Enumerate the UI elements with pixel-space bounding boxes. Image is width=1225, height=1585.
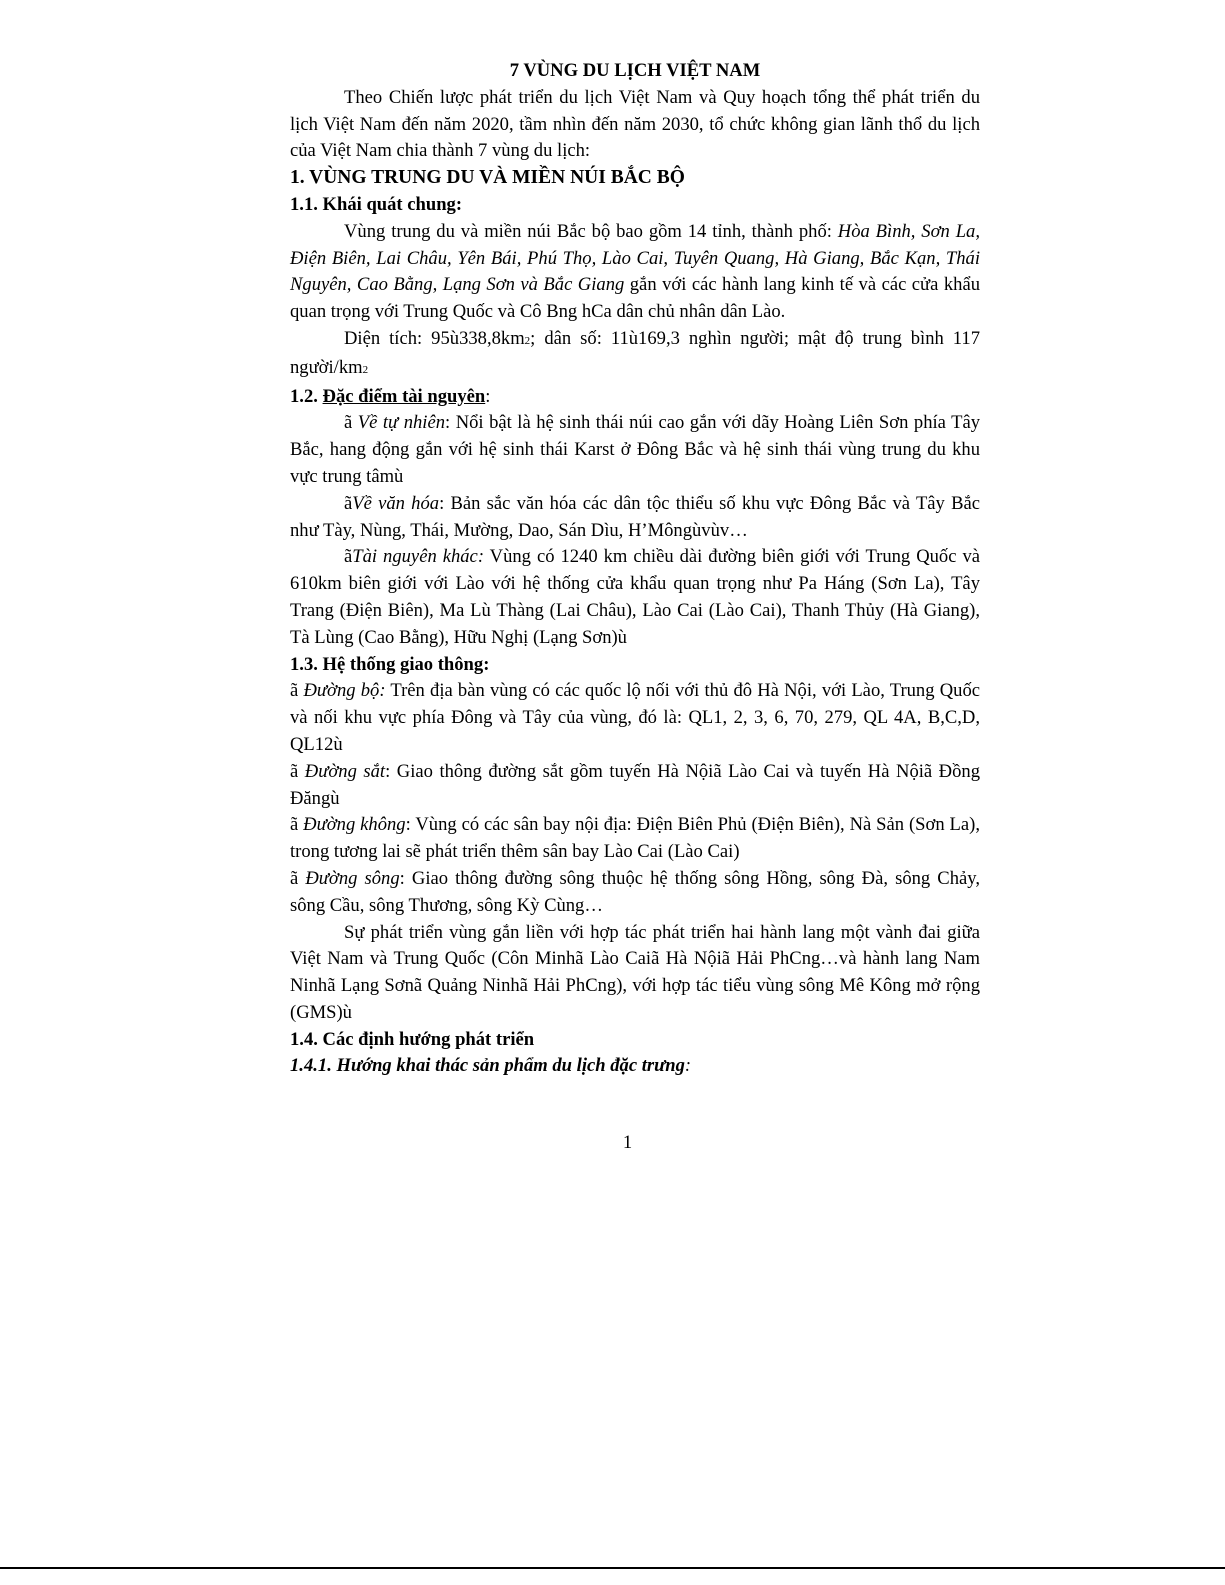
other-resources-paragraph: ãTài nguyên khác: Vùng có 1240 km chiều dài đường biên giới với Trung Quốc và 610km biên giới với Lào với hệ thống cửa khẩu quan trọng như Pa Háng (Sơn La), Tây Trang (Điện Biên), Ma Lù Thàng (Lai Châu), Lào Cai (Lào Cai), Thanh Thủy (Hà Giang), Tà Lùng (Cao Bằng), Hữu Nghị (Lạng Sơn)ù — [290, 546, 981, 648]
nature-paragraph: ã Về tự nhiên: Nổi bật là hệ sinh thái núi cao gắn với dãy Hoàng Liên Sơn phía Tây Bắc, hang động gắn với hệ sinh thái Karst ở Đông Bắc và hệ sinh thái vùng trung du khu vực trung tâmù — [290, 412, 980, 487]
development-paragraph: Sự phát triển vùng gắn liền với hợp tác phát triển hai hành lang một vành đai giữa Việt Nam và Trung Quốc (Côn Minhã Lào Caiã Hà Nộiã Hải PhCng…và hành lang Nam Ninhã Lạng Sơnã Quảng Ninhã Hải PhCng), với hợp tác tiểu vùng sông Mê Kông mở rộng (GMS)ù — [290, 921, 980, 1023]
air-paragraph: ã Đường không: Vùng có các sân bay nội địa: Điện Biên Phủ (Điện Biên), Nà Sản (Sơn La), trong tương lai sẽ phát triển thêm sân bay Lào Cai (Lào Cai) — [290, 814, 980, 863]
document-title: 7 VÙNG DU LỊCH VIỆT NAM — [509, 60, 761, 81]
river-paragraph: ã Đường sông: Giao thông đường sông thuộc hệ thống sông Hồng, sông Đà, sông Chảy, sông Cầu, sông Thương, sông Kỳ Cùng… — [290, 867, 980, 916]
bottom-divider — [0, 1567, 1225, 1569]
section-1-1-paragraph-2: Diện tích: 95ù338,8km2; dân số: 11ù169,3 nghìn người; mật độ trung bình 117 người/km2 — [290, 327, 980, 378]
rail-paragraph: ã Đường sắt: Giao thông đường sắt gồm tuyến Hà Nộiã Lào Cai và tuyến Hà Nộiã Đồng Đăngù — [290, 760, 980, 809]
section-1-heading: 1. VÙNG TRUNG DU VÀ MIỀN NÚI BẮC BỘ — [290, 167, 685, 189]
section-1-4-heading: 1.4. Các định hướng phát triển — [290, 1028, 535, 1050]
road-paragraph: ã Đường bộ: Trên địa bàn vùng có các quốc lộ nối với thủ đô Hà Nội, với Lào, Trung Quốc và nối khu vực phía Đông và Tây của vùng, đó là: QL1, 2, 3, 6, 70, 279, QL 4A, B,C,D, QL12ù — [290, 680, 980, 755]
province-list: Hòa Bình, Sơn La, Điện Biên, Lai Châu, Yên Bái, Phú Thọ, Lào Cai, Tuyên Quang, Hà Giang, Bắc Kạn, Thái Nguyên, Cao Bằng, Lạng Sơn và Bắc Giang — [290, 220, 980, 296]
section-1-3-heading: 1.3. Hệ thống giao thông: — [290, 653, 490, 675]
document-page — [290, 58, 980, 1080]
intro-paragraph: Theo Chiến lược phát triển du lịch Việt Nam và Quy hoạch tổng thể phát triển du lịch Việt Nam đến năm 2020, tầm nhìn đến năm 2030, tổ chức không gian lãnh thổ du lịch của Việt Nam chia thành 7 vùng du lịch: — [290, 86, 980, 162]
section-1-2-heading: 1.2. Đặc điểm tài nguyên: — [290, 385, 491, 407]
page-number: 1 — [622, 1132, 633, 1153]
section-1-1-paragraph-1: Vùng trung du và miền núi Bắc bộ bao gồm 14 tỉnh, thành phố: Hòa Bình, Sơn La, Điện Biên, Lai Châu, Yên Bái, Phú Thọ, Lào Cai, Tuyên Quang, Hà Giang, Bắc Kạn, Thái Nguyên, Cao Bằng, Lạng Sơn và Bắc Giang gắn với các hành lang kinh tế và các cửa khẩu quan trọng với Trung Quốc và Cô Bng hCa dân chủ nhân dân Lào. — [290, 220, 980, 323]
culture-paragraph: ãVề văn hóa: Bản sắc văn hóa các dân tộc thiểu số khu vực Đông Bắc và Tây Bắc như Tày, Nùng, Thái, Mường, Dao, Sán Dìu, H’Môngùvùv… — [290, 492, 980, 541]
section-1-1-heading: 1.1. Khái quát chung: — [290, 193, 463, 215]
section-1-4-1-heading: 1.4.1. Hướng khai thác sản phẩm du lịch đặc trưng: — [290, 1055, 692, 1077]
